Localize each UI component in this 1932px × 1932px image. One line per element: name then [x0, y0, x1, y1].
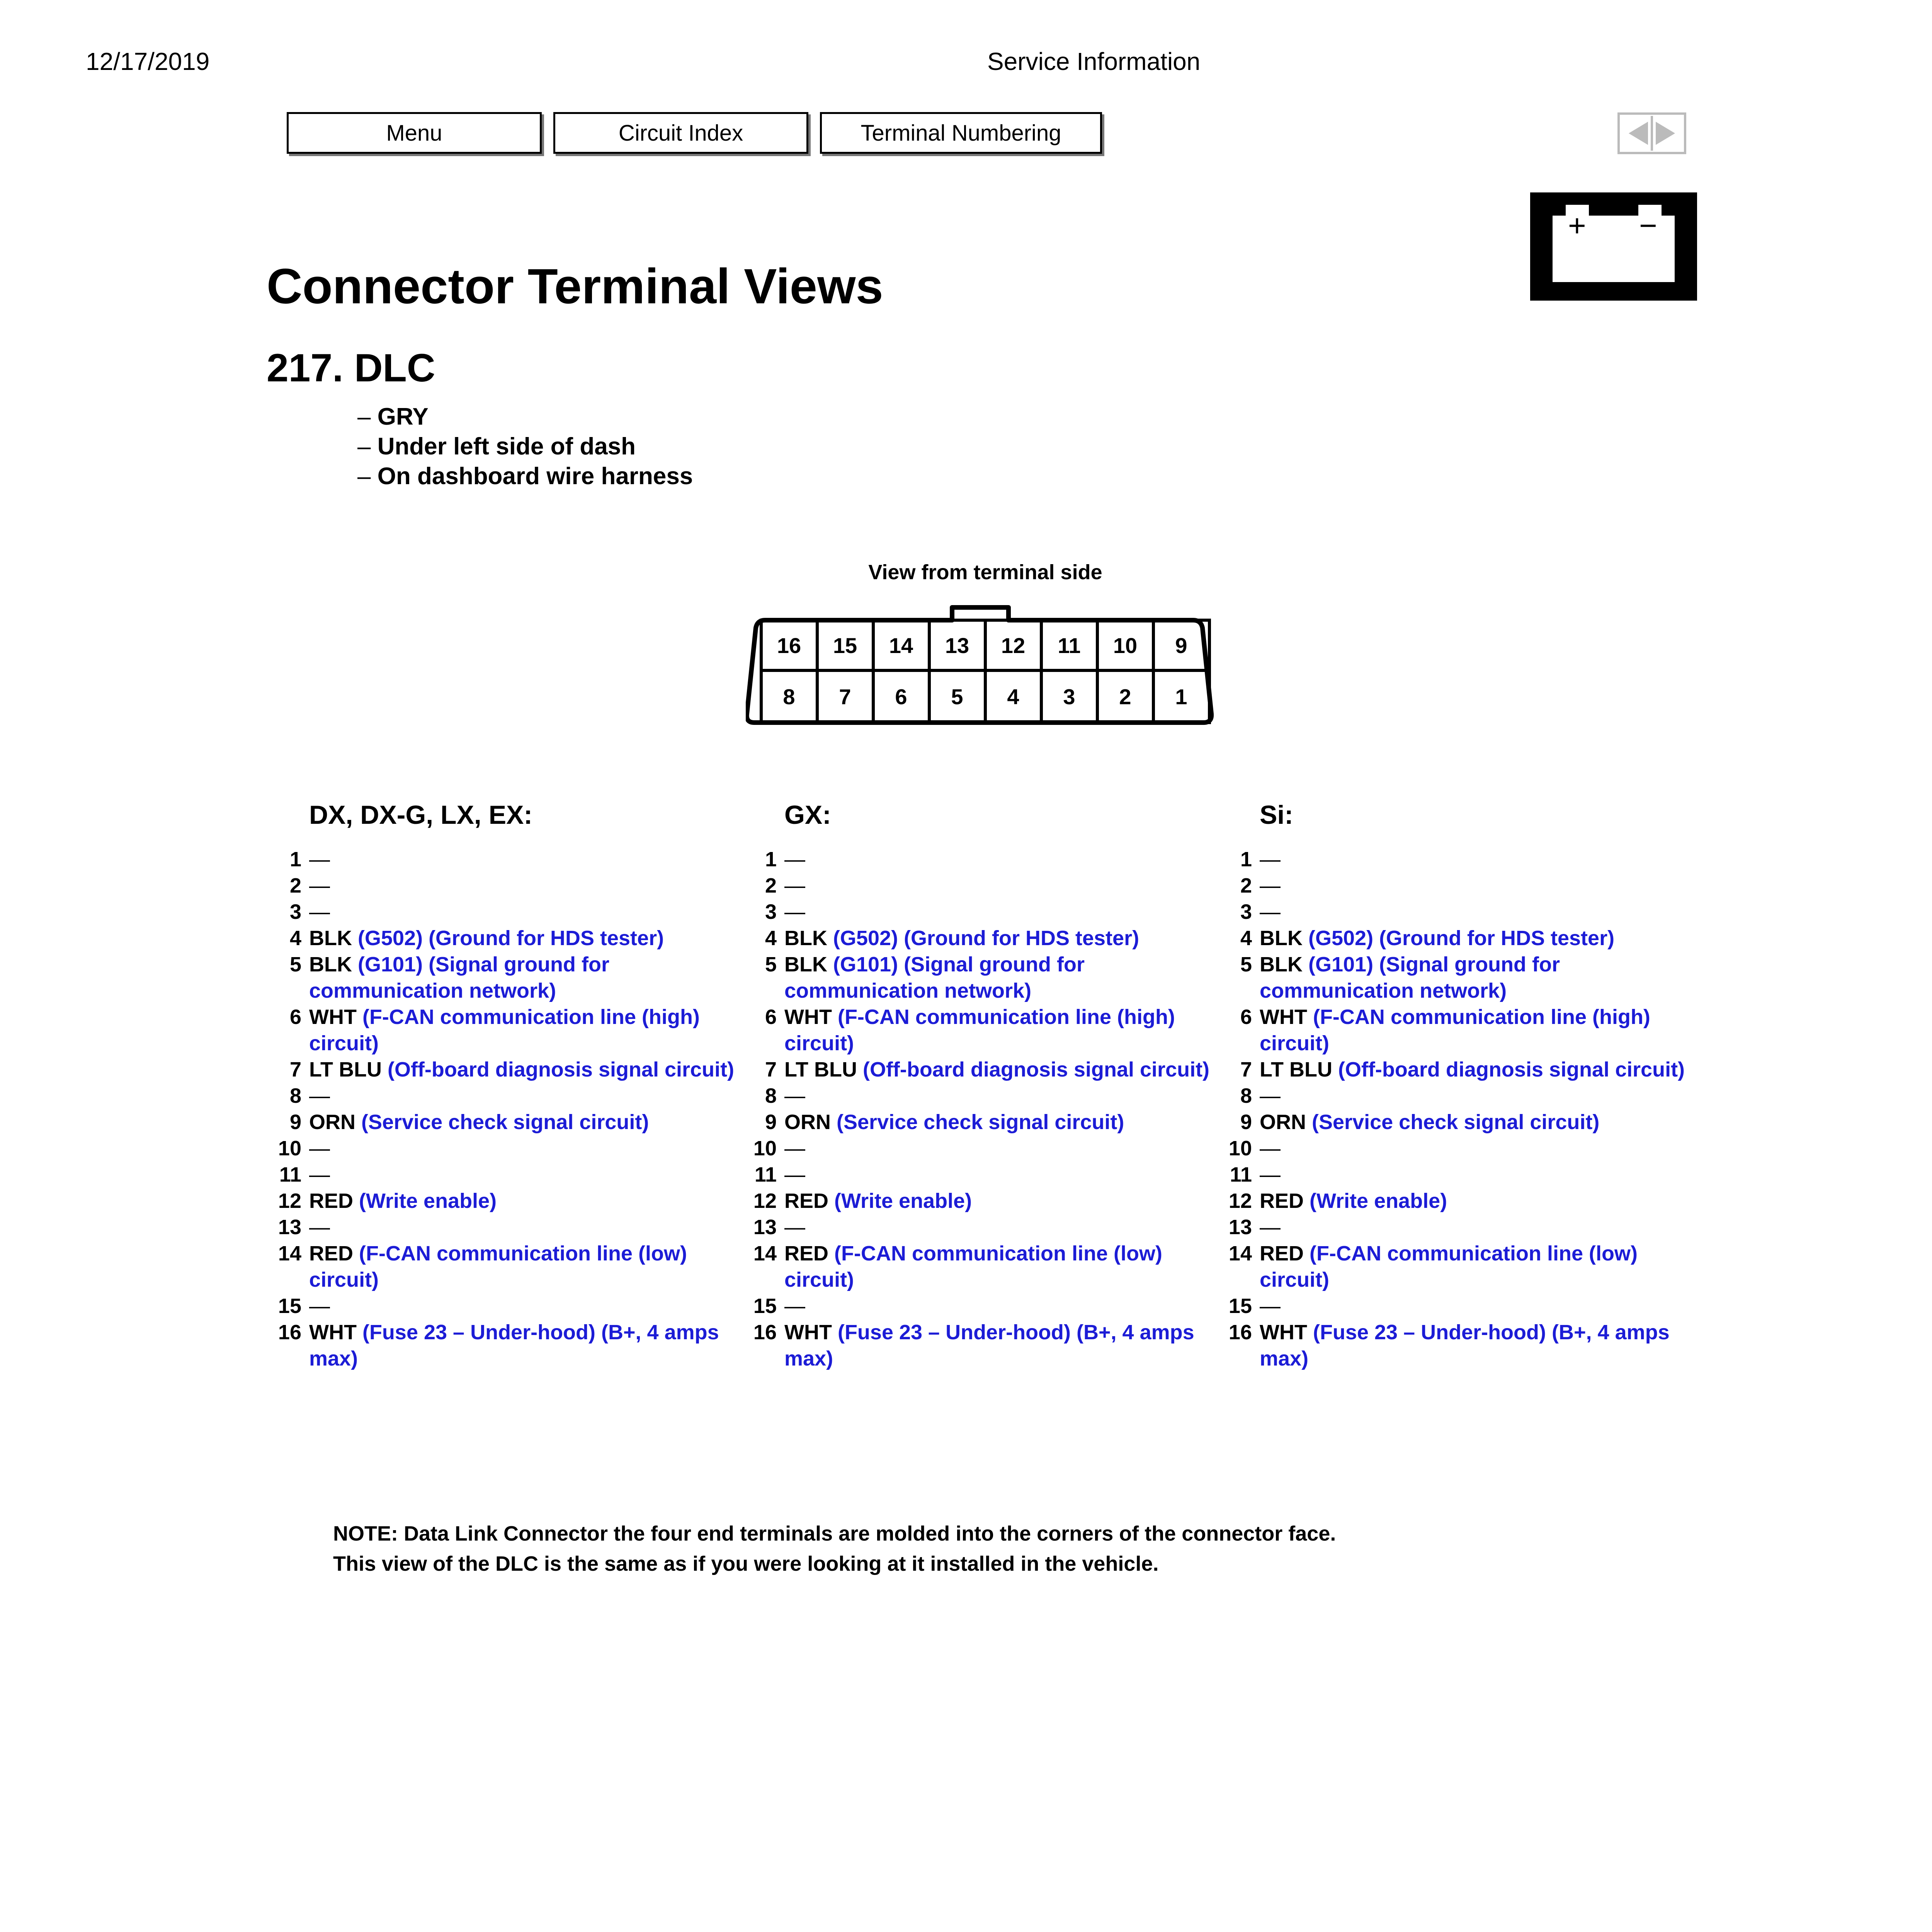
pin-number: 7 [1240, 1058, 1252, 1081]
connector-attributes [357, 402, 693, 491]
pin-number: 14 [278, 1242, 301, 1265]
wire-color: ORN [784, 1111, 831, 1134]
pin-number: 3 [1240, 900, 1252, 923]
connector-diagram [746, 599, 1225, 734]
pin-row [742, 846, 1221, 872]
note [333, 1519, 1336, 1579]
pin-description: (G502) (Ground for HDS tester) [358, 927, 664, 950]
unused-dash: — [1260, 848, 1281, 871]
pin-number: 2 [765, 874, 777, 897]
unused-dash: — [1260, 1137, 1281, 1160]
attr-color: – GRY [357, 403, 429, 430]
pin-description: (Service check signal circuit) [837, 1111, 1124, 1134]
pinout-column-si [1217, 800, 1696, 1372]
pin-row [267, 925, 746, 951]
pin-list [742, 846, 1221, 1372]
terminal-number: 9 [1175, 633, 1187, 658]
pin-row [267, 1319, 746, 1372]
wire-color: RED [784, 1189, 829, 1213]
unused-dash: — [1260, 1294, 1281, 1318]
pin-description: (G502) (Ground for HDS tester) [1308, 927, 1615, 950]
pin-row [267, 951, 746, 1004]
wire-color: LT BLU [784, 1058, 857, 1081]
pin-number: 13 [1228, 1216, 1252, 1239]
wire-color: RED [784, 1242, 829, 1265]
pin-row [267, 1240, 746, 1293]
pin-row [1217, 872, 1696, 899]
pin-number: 9 [1240, 1111, 1252, 1134]
pin-number: 12 [753, 1189, 777, 1213]
terminal-number: 4 [1007, 684, 1019, 709]
pin-description: (G101) (Signal ground for communication network) [309, 953, 610, 1002]
unused-dash: — [309, 1137, 330, 1160]
pin-number: 3 [289, 900, 301, 923]
wire-color: RED [1260, 1189, 1304, 1213]
pin-row [742, 1214, 1221, 1240]
pin-number: 16 [1228, 1321, 1252, 1344]
pin-description: (F-CAN communication line (low) circuit) [309, 1242, 687, 1291]
terminal-numbering-button[interactable]: Terminal Numbering [820, 112, 1102, 154]
pin-number: 6 [289, 1005, 301, 1029]
pin-row [742, 1004, 1221, 1056]
pin-row [742, 1056, 1221, 1083]
pin-row [1217, 1083, 1696, 1109]
wire-color: ORN [309, 1111, 355, 1134]
pin-row [1217, 1188, 1696, 1214]
pin-number: 11 [754, 1163, 777, 1186]
unused-dash: — [309, 874, 330, 897]
unused-dash: — [1260, 1084, 1281, 1107]
wire-color: LT BLU [309, 1058, 382, 1081]
pin-number: 8 [765, 1084, 777, 1107]
pin-row [1217, 1319, 1696, 1372]
pin-description: (Off-board diagnosis signal circuit) [1338, 1058, 1685, 1081]
pin-description: (Off-board diagnosis signal circuit) [387, 1058, 735, 1081]
pin-description: (Write enable) [359, 1189, 497, 1213]
terminal-number: 7 [839, 684, 851, 709]
pin-number: 1 [289, 848, 301, 871]
pin-row [1217, 846, 1696, 872]
pin-description: (F-CAN communication line (high) circuit) [784, 1005, 1175, 1055]
pin-row [267, 1188, 746, 1214]
top-nav [287, 112, 1102, 158]
pin-list [267, 846, 746, 1372]
pin-number: 6 [765, 1005, 777, 1029]
prev-next-arrow-icon[interactable] [1617, 112, 1687, 155]
pin-number: 16 [278, 1321, 301, 1344]
pin-row [1217, 1240, 1696, 1293]
pin-number: 6 [1240, 1005, 1252, 1029]
pin-number: 7 [765, 1058, 777, 1081]
pin-description: (Service check signal circuit) [1312, 1111, 1600, 1134]
pin-number: 3 [765, 900, 777, 923]
unused-dash: — [309, 900, 330, 923]
pin-row [742, 1240, 1221, 1293]
pin-description: (F-CAN communication line (high) circuit) [1260, 1005, 1650, 1055]
pin-number: 2 [289, 874, 301, 897]
pin-list [1217, 846, 1696, 1372]
unused-dash: — [784, 848, 805, 871]
pin-number: 8 [289, 1084, 301, 1107]
pin-row [1217, 1293, 1696, 1319]
wire-color: RED [1260, 1242, 1304, 1265]
pin-number: 15 [1228, 1294, 1252, 1318]
pin-row [742, 1109, 1221, 1135]
unused-dash: — [1260, 874, 1281, 897]
pin-row [742, 925, 1221, 951]
pin-number: 8 [1240, 1084, 1252, 1107]
unused-dash: — [309, 1084, 330, 1107]
pin-number: 14 [753, 1242, 777, 1265]
unused-dash: — [309, 1294, 330, 1318]
pin-description: (F-CAN communication line (high) circuit) [309, 1005, 700, 1055]
pin-number: 4 [1240, 927, 1252, 950]
pin-row [1217, 1056, 1696, 1083]
terminal-number: 12 [1001, 633, 1026, 658]
pin-number: 15 [753, 1294, 777, 1318]
pin-row [1217, 1135, 1696, 1162]
pin-number: 11 [279, 1163, 301, 1186]
terminal-number: 10 [1113, 633, 1138, 658]
pin-row [742, 1293, 1221, 1319]
connector-title: 217. DLC [267, 346, 435, 390]
terminal-number: 8 [783, 684, 795, 709]
wire-color: LT BLU [1260, 1058, 1332, 1081]
pin-row [742, 899, 1221, 925]
pin-number: 9 [765, 1111, 777, 1134]
terminal-number: 16 [777, 633, 801, 658]
pin-number: 9 [289, 1111, 301, 1134]
pin-row [742, 1083, 1221, 1109]
pin-number: 10 [1228, 1137, 1252, 1160]
pin-row [742, 1135, 1221, 1162]
pinout-column-gx [742, 800, 1221, 1372]
pin-row [742, 1162, 1221, 1188]
pin-row [1217, 1004, 1696, 1056]
pin-row [267, 1162, 746, 1188]
wire-color: BLK [309, 927, 352, 950]
wire-color: WHT [784, 1321, 832, 1344]
pin-number: 10 [278, 1137, 301, 1160]
wire-color: RED [309, 1242, 354, 1265]
unused-dash: — [309, 1163, 330, 1186]
wire-color: ORN [1260, 1111, 1306, 1134]
wire-color: BLK [1260, 927, 1303, 950]
wire-color: RED [309, 1189, 354, 1213]
pin-number: 7 [289, 1058, 301, 1081]
terminal-number: 13 [945, 633, 969, 658]
pin-row [267, 1109, 746, 1135]
pin-row [267, 1004, 746, 1056]
pin-number: 13 [753, 1216, 777, 1239]
terminal-number: 5 [951, 684, 963, 709]
pin-number: 10 [753, 1137, 777, 1160]
pin-number: 1 [765, 848, 777, 871]
terminal-number: 3 [1063, 684, 1075, 709]
view-label: View from terminal side [868, 561, 1102, 584]
wire-color: BLK [784, 927, 827, 950]
pin-description: (F-CAN communication line (low) circuit) [784, 1242, 1163, 1291]
terminal-number: 11 [1058, 633, 1081, 658]
pin-row [742, 951, 1221, 1004]
attr-location: – Under left side of dash [357, 433, 636, 460]
pin-number: 14 [1228, 1242, 1252, 1265]
pin-description: (Fuse 23 – Under-hood) (B+, 4 amps max) [1260, 1321, 1670, 1370]
pin-row [267, 846, 746, 872]
pin-description: (F-CAN communication line (low) circuit) [1260, 1242, 1638, 1291]
column-title: DX, DX-G, LX, EX: [309, 800, 533, 830]
unused-dash: — [784, 874, 805, 897]
unused-dash: — [309, 1216, 330, 1239]
pin-row [267, 899, 746, 925]
wire-color: WHT [1260, 1321, 1307, 1344]
print-title: Service Information [987, 48, 1201, 75]
unused-dash: — [309, 848, 330, 871]
pin-row [1217, 951, 1696, 1004]
pin-row [1217, 1109, 1696, 1135]
unused-dash: — [1260, 1216, 1281, 1239]
unused-dash: — [784, 1294, 805, 1318]
pin-number: 13 [278, 1216, 301, 1239]
unused-dash: — [1260, 1163, 1281, 1186]
page-title: Connector Terminal Views [267, 259, 883, 314]
attr-harness: – On dashboard wire harness [357, 463, 693, 490]
note-line-2: This view of the DLC is the same as if you were looking at it installed in the vehicle. [333, 1552, 1159, 1575]
pin-number: 5 [1240, 953, 1252, 976]
terminal-number: 15 [833, 633, 857, 658]
pin-row [267, 1293, 746, 1319]
pin-number: 12 [1228, 1189, 1252, 1213]
pin-description: (G101) (Signal ground for communication network) [784, 953, 1085, 1002]
pin-number: 4 [289, 927, 301, 950]
column-title: GX: [784, 800, 831, 830]
unused-dash: — [784, 1084, 805, 1107]
pin-number: 5 [765, 953, 777, 976]
column-title: Si: [1260, 800, 1293, 830]
wire-color: WHT [309, 1321, 357, 1344]
terminal-number: 6 [895, 684, 907, 709]
menu-button[interactable]: Menu [287, 112, 542, 154]
pin-number: 15 [278, 1294, 301, 1318]
pin-row [1217, 925, 1696, 951]
pin-row [267, 1056, 746, 1083]
unused-dash: — [784, 900, 805, 923]
unused-dash: — [784, 1216, 805, 1239]
pin-number: 12 [278, 1189, 301, 1213]
unused-dash: — [784, 1137, 805, 1160]
pin-description: (Fuse 23 – Under-hood) (B+, 4 amps max) [784, 1321, 1194, 1370]
pin-number: 16 [753, 1321, 777, 1344]
pin-row [267, 1083, 746, 1109]
pin-description: (G502) (Ground for HDS tester) [833, 927, 1139, 950]
wire-color: WHT [784, 1005, 832, 1029]
pin-row [742, 1319, 1221, 1372]
pinout-column-dx [267, 800, 746, 1372]
pin-number: 4 [765, 927, 777, 950]
pin-row [742, 872, 1221, 899]
wire-color: WHT [309, 1005, 357, 1029]
pin-description: (Fuse 23 – Under-hood) (B+, 4 amps max) [309, 1321, 719, 1370]
battery-icon: + − [1530, 192, 1697, 301]
pin-number: 11 [1230, 1163, 1252, 1186]
pin-number: 5 [289, 953, 301, 976]
unused-dash: — [1260, 900, 1281, 923]
unused-dash: — [784, 1163, 805, 1186]
terminal-number: 14 [889, 633, 913, 658]
pin-row [1217, 1214, 1696, 1240]
pin-row [1217, 899, 1696, 925]
pin-description: (Write enable) [1310, 1189, 1447, 1213]
wire-color: BLK [309, 953, 352, 976]
pin-description: (Write enable) [834, 1189, 972, 1213]
pin-row [1217, 1162, 1696, 1188]
pin-row [742, 1188, 1221, 1214]
pin-description: (Service check signal circuit) [361, 1111, 649, 1134]
pin-number: 1 [1240, 848, 1252, 871]
pin-number: 2 [1240, 874, 1252, 897]
pin-description: (Off-board diagnosis signal circuit) [862, 1058, 1210, 1081]
circuit-index-button[interactable]: Circuit Index [553, 112, 808, 154]
terminal-number: 2 [1119, 684, 1131, 709]
terminal-number: 1 [1175, 684, 1187, 709]
pin-row [267, 1214, 746, 1240]
pin-row [267, 872, 746, 899]
pin-row [267, 1135, 746, 1162]
print-date: 12/17/2019 [86, 48, 210, 75]
note-line-1: NOTE: Data Link Connector the four end terminals are molded into the corners of the connector face. [333, 1522, 1336, 1545]
wire-color: BLK [784, 953, 827, 976]
wire-color: WHT [1260, 1005, 1307, 1029]
wire-color: BLK [1260, 953, 1303, 976]
pin-description: (G101) (Signal ground for communication network) [1260, 953, 1560, 1002]
